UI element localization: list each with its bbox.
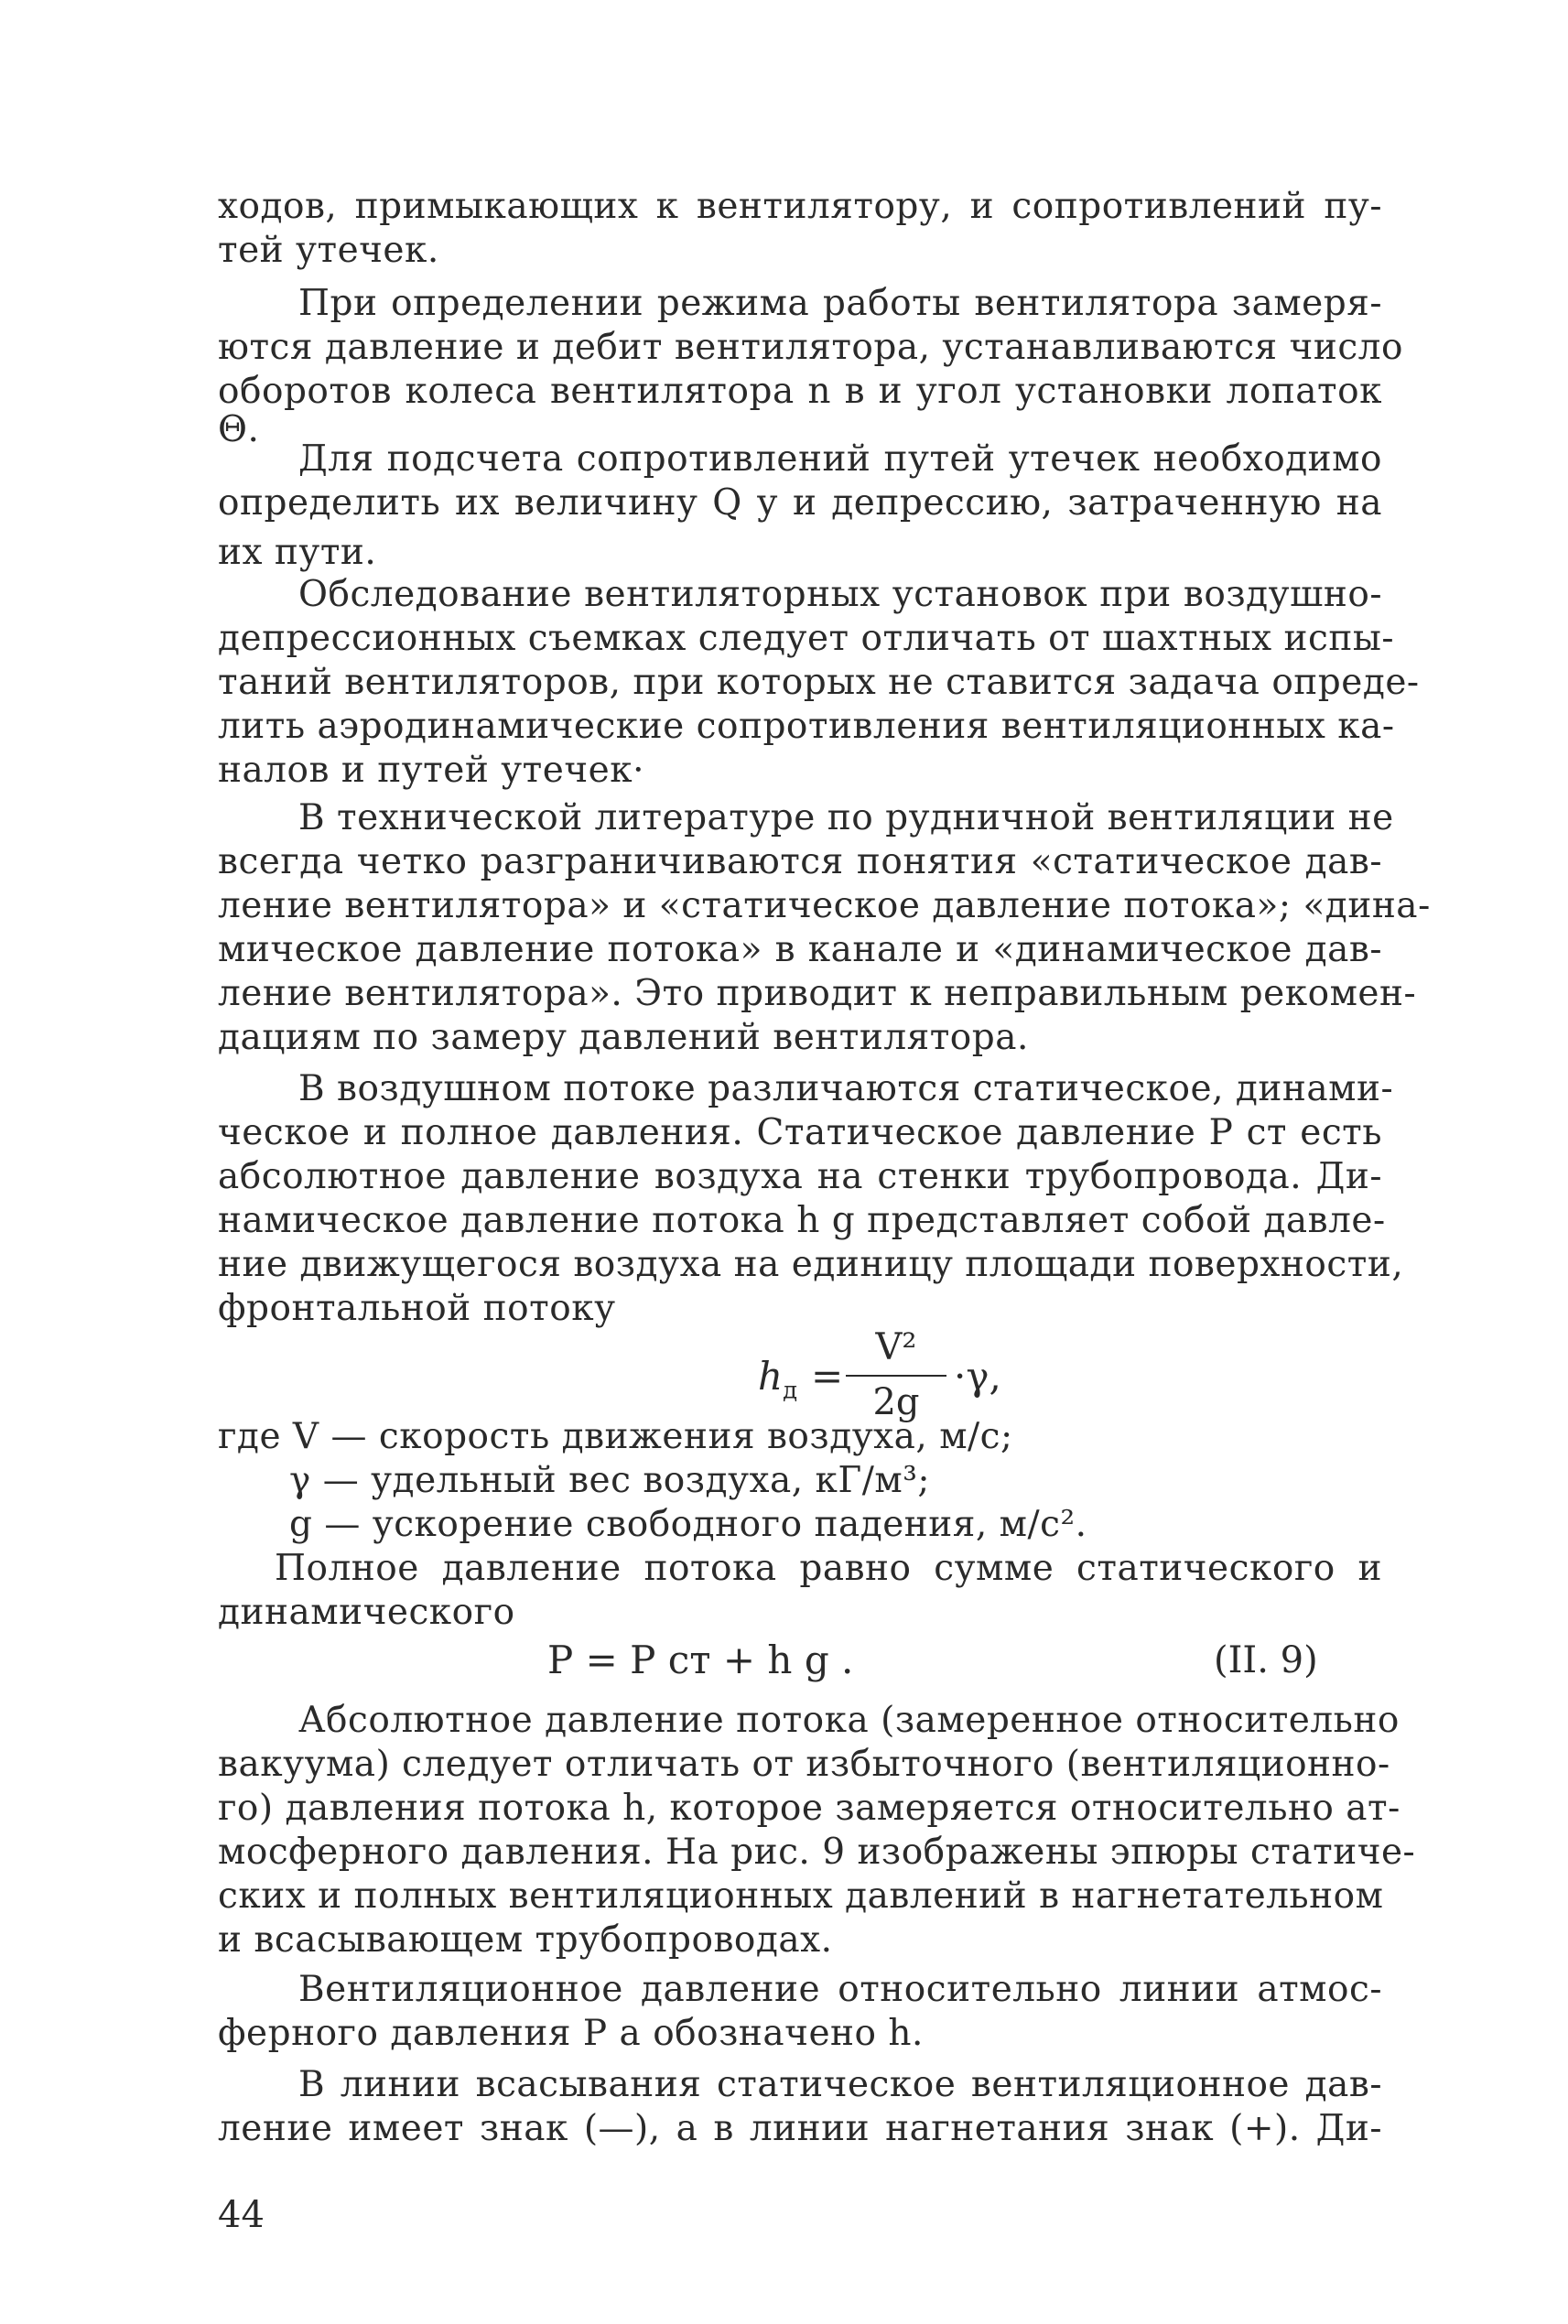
text-line: абсолютное давление воздуха на стенки трубопровода. Ди- <box>218 1156 1382 1197</box>
text-line: ление имеет знак (—), а в линии нагнетания знак (+). Ди- <box>218 2108 1382 2149</box>
formula-number: (II. 9) <box>1214 1639 1318 1681</box>
text-line: ние движущегося воздуха на единицу площади поверхности, <box>218 1244 1404 1285</box>
text-line: их пути. <box>218 532 377 573</box>
text-line: Вентиляционное давление относительно линии атмос- <box>298 1969 1382 2010</box>
text-line: таний вентиляторов, при которых не ставится задача опреде- <box>218 662 1420 703</box>
formula-lhs: h <box>758 1354 784 1399</box>
formula-equals: = <box>811 1354 844 1399</box>
text-line: всегда четко разграничиваются понятия «статическое дав- <box>218 841 1382 882</box>
text-line: го) давления потока h, которое замеряется относительно ат- <box>218 1788 1400 1829</box>
text-line: ходов, примыкающих к вентилятору, и сопротивлений пу- <box>218 186 1382 227</box>
text-line: В воздушном потоке различаются статическое, динами- <box>298 1068 1394 1109</box>
text-line: Для подсчета сопротивлений путей утечек необходимо <box>298 438 1382 480</box>
text-line: определить их величину Q у и депрессию, затраченную на <box>218 482 1382 524</box>
formula-total-pressure: P = P ст + h g . <box>547 1638 854 1682</box>
text-line: ческое и полное давления. Статическое давление P ст есть <box>218 1112 1382 1153</box>
text-line: ление вентилятора». Это приводит к неправильным рекомен- <box>218 973 1417 1014</box>
text-line: налов и путей утечек· <box>218 750 644 791</box>
text-line: тей утечек. <box>218 230 439 271</box>
text-line: фронтальной потоку <box>218 1288 616 1329</box>
text-line: мосферного давления. На рис. 9 изображены эпюры статиче- <box>218 1832 1416 1873</box>
text-line: ются давление и дебит вентилятора, устанавливаются число <box>218 327 1403 368</box>
text-line: Полное давление потока равно сумме статического и <box>275 1548 1382 1589</box>
text-line: намическое давление потока h g представляет собой давле- <box>218 1200 1386 1241</box>
text-line: лить аэродинамические сопротивления вентиляционных ка- <box>218 706 1395 747</box>
text-line: депрессионных съемках следует отличать от шахтных испы- <box>218 618 1395 659</box>
formula-numerator: V² <box>875 1326 917 1368</box>
text-line: В технической литературе по рудничной вентиляции не <box>298 797 1394 838</box>
text-line: При определении режима работы вентилятора замеря- <box>298 283 1382 324</box>
page-number: 44 <box>218 2194 265 2236</box>
formula-denominator: 2g <box>872 1381 920 1423</box>
text-line: дациям по замеру давлений вентилятора. <box>218 1017 1029 1058</box>
formula-tail: ·γ, <box>954 1354 1001 1399</box>
text-line: ферного давления P а обозначено h. <box>218 2013 924 2054</box>
text-line: динамического <box>218 1592 515 1633</box>
text-line: оборотов колеса вентилятора n в и угол установки лопаток <box>218 371 1382 412</box>
formula-lhs-subscript: д <box>783 1377 798 1405</box>
text-line: Θ. <box>218 409 260 450</box>
fraction-bar <box>846 1375 946 1377</box>
text-line: и всасывающем трубопроводах. <box>218 1919 833 1961</box>
where-line: где V — скорость движения воздуха, м/с; <box>218 1416 1013 1457</box>
where-line: γ — удельный вес воздуха, кГ/м³; <box>289 1460 931 1501</box>
where-line: g — ускорение свободного падения, м/с². <box>289 1504 1087 1545</box>
text-line: Абсолютное давление потока (замеренное относительно <box>298 1700 1400 1741</box>
text-line: мическое давление потока» в канале и «динамическое дав- <box>218 929 1382 970</box>
text-line: ских и полных вентиляционных давлений в нагнетательном <box>218 1875 1384 1917</box>
text-line: Обследование вентиляторных установок при воздушно- <box>298 574 1382 615</box>
text-line: ление вентилятора» и «статическое давление потока»; «дина- <box>218 885 1431 926</box>
text-line: В линии всасывания статическое вентиляционное дав- <box>298 2064 1382 2105</box>
text-line: вакуума) следует отличать от избыточного (вентиляционно- <box>218 1744 1390 1785</box>
